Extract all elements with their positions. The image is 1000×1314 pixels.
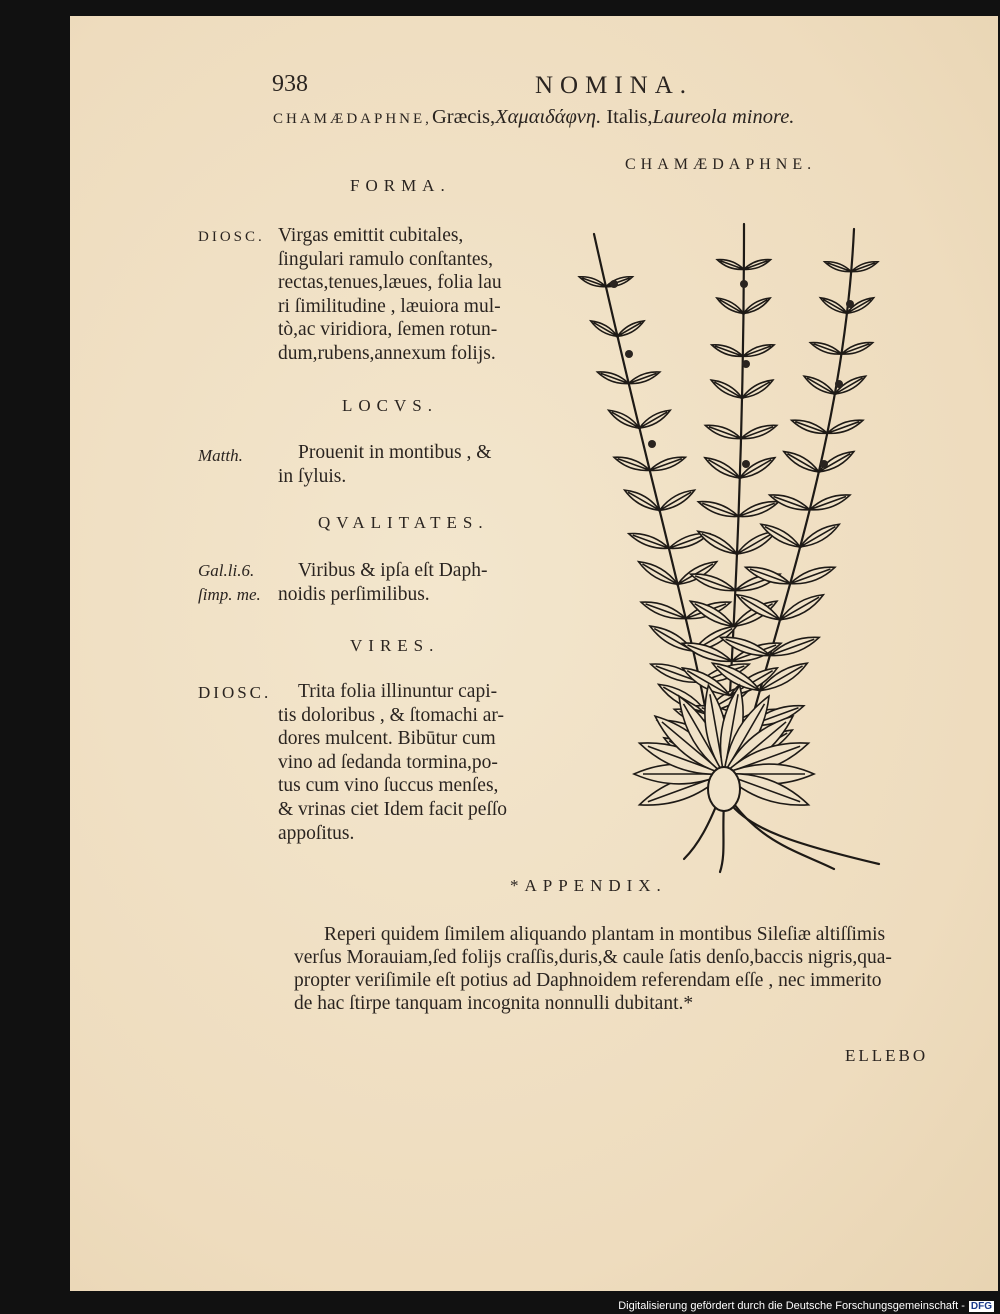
appendix-text: [294, 923, 892, 1015]
leaf: [616, 318, 646, 339]
qualitates-heading: QVALITATES.: [318, 513, 489, 532]
text-line: Reperi quidem ſimilem aliquando plantam in montibus Sileſiæ altiſſimis: [324, 924, 886, 945]
text-line: propter veriſimile eſt potius ad Daphnoidem referendam eſſe , nec immerito: [294, 970, 882, 991]
leaf: [840, 339, 874, 357]
leaf: [710, 341, 744, 359]
text-line: ſingulari ramulo conſtantes,: [278, 248, 493, 270]
text-line: de hac ſtirpe tanquam incognita nonnulli dubitant.*: [294, 993, 694, 1014]
qualitates-text: [278, 559, 488, 606]
leaf: [782, 448, 821, 476]
leaf: [819, 295, 849, 316]
leaf: [697, 497, 740, 520]
leaf: [826, 416, 865, 437]
vires-heading: VIRES.: [350, 636, 440, 655]
catchword: ELLEBO: [845, 1046, 929, 1065]
forma-text: [278, 224, 502, 366]
text-line: Prouenit in montibus , &: [298, 442, 492, 463]
text-line: Viribus & ipſa eſt Daph-: [298, 560, 488, 581]
qualitates-side-note-1: Gal.li.6.: [198, 561, 255, 580]
leaf: [740, 422, 779, 443]
leaf: [738, 454, 777, 482]
text-line: appoſitus.: [278, 822, 355, 844]
text-line: rectas,tenues,læues, folia lau: [278, 272, 502, 294]
leaf: [639, 597, 687, 623]
greek-name: Χαμαιδάφνη.: [495, 106, 602, 128]
leaf: [716, 257, 745, 273]
forma-heading: FORMA.: [350, 176, 451, 195]
qualitates-side-note-2: ſimp. me.: [198, 585, 261, 604]
leaf: [802, 373, 837, 398]
leaf: [823, 259, 852, 275]
digitization-footer: [618, 1300, 994, 1312]
leaf: [709, 377, 744, 402]
leaf: [636, 557, 680, 588]
italis-label: Italis,: [606, 106, 653, 128]
text-line: tus cum vino ſuccus menſes,: [278, 775, 499, 797]
vires-text: [278, 680, 508, 845]
chamaedaphne-woodcut: [534, 204, 894, 884]
text-line: & vrinas ciet Idem facit peſſo: [278, 798, 508, 820]
leaf: [695, 527, 739, 558]
leaf: [743, 257, 772, 273]
forma-side-note: DIOSC.: [198, 229, 265, 245]
root: [720, 804, 724, 872]
dfg-logo: DFG: [970, 1300, 992, 1312]
leaf: [737, 497, 780, 520]
vires-side-note: DIOSC.: [198, 683, 272, 702]
text-line: tis doloribus , & ſtomachi ar-: [278, 704, 504, 726]
leaf: [742, 295, 772, 316]
text-line: ri ſimilitudine , læuiora mul-: [278, 295, 501, 317]
leaf: [627, 369, 661, 387]
text-line: dores mulcent. Bibūtur cum: [278, 728, 496, 750]
leaf: [622, 486, 661, 514]
figure-caption: CHAMÆDAPHNE.: [625, 156, 817, 173]
leaf: [605, 274, 634, 290]
footer-text: Digitalisierung gefördert durch die Deutsche Forschungsgemeinschaft -: [618, 1300, 965, 1312]
text-line: verſus Morauiam,ſed folijs craſſis,duris,& caule ſatis denſo,baccis nigris,qua-: [294, 947, 892, 968]
page-number: 938: [272, 71, 308, 97]
leaf: [648, 453, 687, 474]
text-line: vino ad ſedanda tormina,po-: [278, 751, 498, 773]
leaf: [790, 416, 829, 437]
leaf: [740, 377, 775, 402]
text-line: in ſyluis.: [278, 465, 347, 487]
text-line: noidis perſimilibus.: [278, 583, 430, 605]
leaf: [704, 422, 743, 443]
italian-name: Laureola minore.: [652, 106, 795, 128]
text-line: tò,ac viridiora, ſemen rotun-: [278, 319, 498, 341]
leaf: [715, 295, 745, 316]
appendix-heading: *APPENDIX.: [510, 876, 667, 895]
graecis-label: Græcis,: [431, 106, 496, 128]
text-line: Trita folia illinuntur capi-: [298, 681, 498, 702]
leaf: [657, 486, 696, 514]
leaf: [850, 259, 879, 275]
running-head: NOMINA.: [535, 72, 694, 99]
book-page: [70, 16, 998, 1291]
leaf: [703, 454, 742, 482]
text-line: Virgas emittit cubitales,: [278, 225, 464, 246]
locus-text: [278, 441, 492, 488]
latin-name: CHAMÆDAPHNE,: [273, 111, 432, 127]
locus-side-note: Matth.: [198, 446, 243, 465]
names-line: [273, 106, 794, 129]
leaf: [798, 520, 842, 551]
leaf: [637, 407, 672, 432]
locus-heading: LOCVS.: [342, 396, 438, 415]
text-line: dum,rubens,annexum folijs.: [278, 342, 496, 364]
root: [684, 799, 719, 859]
leaf: [809, 339, 843, 357]
leaf: [742, 341, 776, 359]
